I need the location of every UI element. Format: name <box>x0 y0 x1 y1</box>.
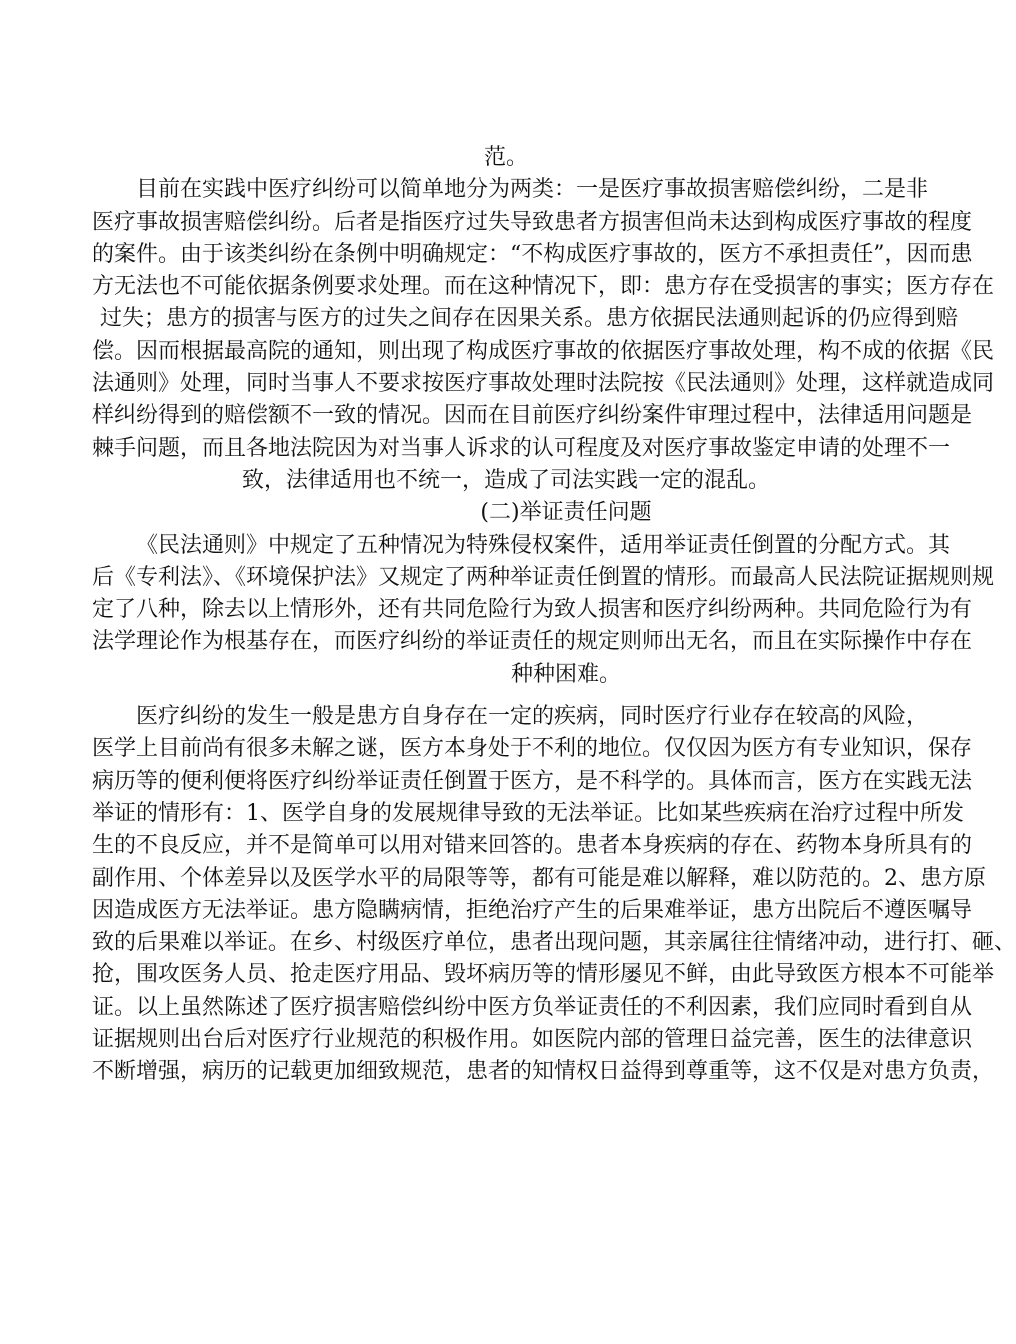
text-line: 不断增强，病历的记载更加细致规范，患者的知情权日益得到尊重等，这不仅是对患方负责， <box>92 1059 995 1085</box>
text-line: 生的不良反应，并不是简单可以用对错来回答的。患者本身疾病的存在、药物本身所具有的 <box>92 833 973 859</box>
text-line: 方无法也不可能依据条例要求处理。而在这种情况下，即：患方存在受损害的事实；医方存在 <box>92 274 995 300</box>
text-line: 过失；患方的损害与医方的过失之间存在因果关系。患方依据民法通则起诉的仍应得到赔 <box>100 306 959 332</box>
text-line: 医疗事故损害赔偿纠纷。后者是指医疗过失导致患者方损害但尚未达到构成医疗事故的程度 <box>92 209 973 235</box>
paragraph-first-line: 医疗纠纷的发生一般是患方自身存在一定的疾病，同时医疗行业存在较高的风险， <box>136 704 929 730</box>
text-line: 法通则》处理，同时当事人不要求按医疗事故处理时法院按《民法通则》处理，这样就造成同 <box>92 371 995 397</box>
text-line: 证。以上虽然陈述了医疗损害赔偿纠纷中医方负举证责任的不利因素，我们应同时看到自从 <box>92 994 973 1020</box>
text-line: 后《专利法》、《环境保护法》又规定了两种举证责任倒置的情形。而最高人民法院证据规则规 <box>92 564 995 590</box>
text-line: 病历等的便利便将医疗纠纷举证责任倒置于医方，是不科学的。具体而言，医方在实践无法 <box>92 768 973 794</box>
text-line: 致，法律适用也不统一，造成了司法实践一定的混乱。 <box>241 467 770 493</box>
text-line: 棘手问题，而且各地法院因为对当事人诉求的认可程度及对医疗事故鉴定申请的处理不一 <box>92 435 951 461</box>
text-line: 偿。因而根据最高院的通知，则出现了构成医疗事故的依据医疗事故处理，构不成的依据《民 <box>92 338 995 364</box>
paragraph-first-line: 《民法通则》中规定了五种情况为特殊侵权案件，适用举证责任倒置的分配方式。其 <box>136 532 951 558</box>
text-line: 副作用、个体差异以及医学水平的局限等等，都有可能是难以解释，难以防范的。2、患方原 <box>92 865 987 891</box>
document-page <box>92 142 1016 1089</box>
paragraph-gap <box>92 691 920 701</box>
text-line: 的案件。由于该类纠纷在条例中明确规定：“不构成医疗事故的，医方不承担责任”，因而患 <box>92 241 973 267</box>
paragraph-first-line: 目前在实践中医疗纠纷可以简单地分为两类：一是医疗事故损害赔偿纠纷，二是非 <box>136 177 929 203</box>
text-line: 抢，围攻医务人员、抢走医疗用品、毁坏病历等的情形屡见不鲜，由此导致医方根本不可能举 <box>92 962 995 988</box>
text-line: 医学上目前尚有很多未解之谜，医方本身处于不利的地位。仅仅因为医方有专业知识，保存 <box>92 736 973 762</box>
text-line: 因造成医方无法举证。患方隐瞒病情，拒绝治疗产生的后果难举证，患方出院后不遵医嘱导 <box>92 897 973 923</box>
text-line: 种种困难。 <box>510 661 621 687</box>
text-line: 定了八种，除去以上情形外，还有共同危险行为致人损害和医疗纠纷两种。共同危险行为有 <box>92 597 973 623</box>
section-heading: (二)举证责任问题 <box>480 500 652 526</box>
text-line: 证据规则出台后对医疗行业规范的积极作用。如医院内部的管理日益完善，医生的法律意识 <box>92 1027 973 1053</box>
text-line: 范。 <box>483 145 528 170</box>
text-line: 样纠纷得到的赔偿额不一致的情况。因而在目前医疗纠纷案件审理过程中，法律适用问题是 <box>92 403 973 429</box>
text-line: 举证的情形有：1、医学自身的发展规律导致的无法举证。比如某些疾病在治疗过程中所发 <box>92 800 965 826</box>
text-line: 法学理论作为根基存在，而医疗纠纷的举证责任的规定则师出无名，而且在实际操作中存在 <box>92 629 973 655</box>
text-line: 致的后果难以举证。在乡、村级医疗单位，患者出现问题，其亲属往往情绪冲动，进行打、砸、 <box>92 930 1016 956</box>
